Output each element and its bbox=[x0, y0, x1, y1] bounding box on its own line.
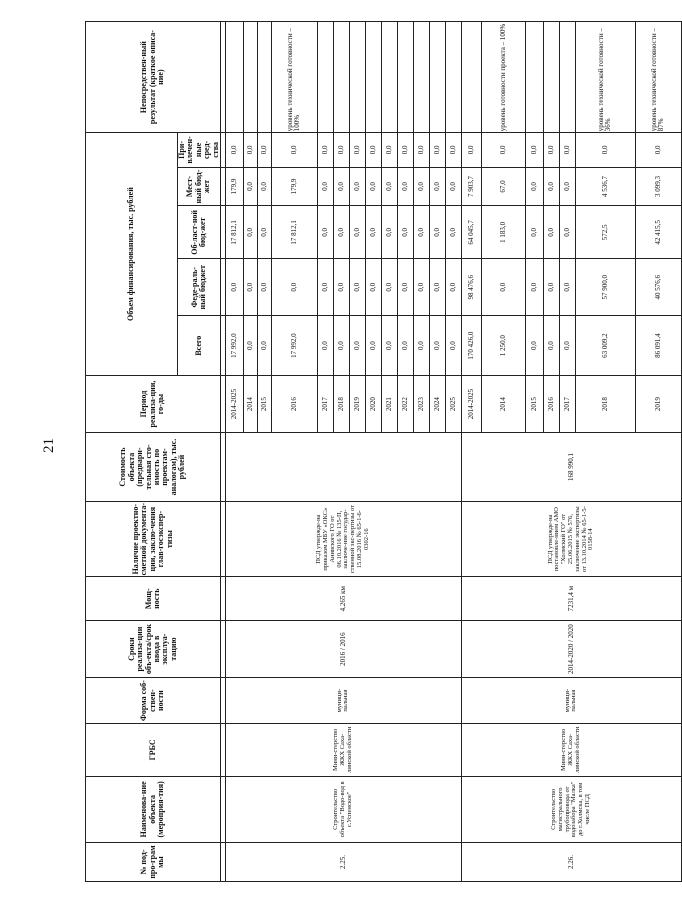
page-number: 21 bbox=[41, 438, 57, 453]
row-regional: 0,0 bbox=[333, 206, 349, 259]
row-local: 7 903,7 bbox=[461, 167, 481, 206]
row-period: 2018 bbox=[333, 375, 349, 432]
row-total: 0,0 bbox=[333, 316, 349, 376]
row-federal: 0,0 bbox=[413, 259, 429, 316]
row-result bbox=[365, 22, 381, 133]
header-form: Форма соб-ствен-ности bbox=[86, 678, 221, 724]
row-local: 179,9 bbox=[225, 167, 243, 206]
row-result bbox=[333, 22, 349, 133]
row-period: 2015 bbox=[257, 375, 271, 432]
row-attracted: 0,0 bbox=[349, 133, 365, 167]
header-volume: Объем финансирования, тыс. рублей bbox=[86, 133, 178, 376]
row-period: 2016 bbox=[543, 375, 559, 432]
row-total: 0,0 bbox=[559, 316, 575, 376]
table-row bbox=[461, 22, 481, 882]
header-row-1 bbox=[86, 22, 178, 882]
row-result bbox=[413, 22, 429, 133]
row-total: 0,0 bbox=[397, 316, 413, 376]
row-attracted: 0,0 bbox=[635, 133, 681, 167]
row-attracted: 0,0 bbox=[413, 133, 429, 167]
row-total: 0,0 bbox=[543, 316, 559, 376]
row-regional: 0,0 bbox=[397, 206, 413, 259]
row-attracted: 0,0 bbox=[243, 133, 257, 167]
row-federal: 0,0 bbox=[349, 259, 365, 316]
row-local: 0,0 bbox=[349, 167, 365, 206]
row-federal: 0,0 bbox=[481, 259, 525, 316]
row-federal: 0,0 bbox=[397, 259, 413, 316]
row-result bbox=[243, 22, 257, 133]
row-attracted: 0,0 bbox=[257, 133, 271, 167]
financing-table bbox=[85, 21, 682, 882]
row-result: уровень технической готовности – 36% bbox=[575, 22, 635, 133]
row-local: 0,0 bbox=[243, 167, 257, 206]
row-result bbox=[257, 22, 271, 133]
header-total: Всего bbox=[178, 316, 221, 376]
row-total: 0,0 bbox=[381, 316, 397, 376]
row-total: 0,0 bbox=[525, 316, 543, 376]
row-attracted: 0,0 bbox=[481, 133, 525, 167]
object-form: муници-пальная bbox=[225, 678, 461, 724]
row-local: 0,0 bbox=[543, 167, 559, 206]
row-federal: 0,0 bbox=[365, 259, 381, 316]
row-period: 2017 bbox=[317, 375, 333, 432]
table-row bbox=[225, 22, 243, 882]
row-period: 2020 bbox=[365, 375, 381, 432]
row-local: 0,0 bbox=[365, 167, 381, 206]
row-regional: 0,0 bbox=[445, 206, 461, 259]
row-period: 2014 bbox=[243, 375, 257, 432]
row-attracted: 0,0 bbox=[225, 133, 243, 167]
row-result bbox=[559, 22, 575, 133]
row-period: 2014 bbox=[481, 375, 525, 432]
row-attracted: 0,0 bbox=[445, 133, 461, 167]
row-total: 0,0 bbox=[429, 316, 445, 376]
row-federal: 0,0 bbox=[559, 259, 575, 316]
row-period: 2014-2025 bbox=[225, 375, 243, 432]
object-power: 4,265 км bbox=[225, 577, 461, 621]
row-regional: 0,0 bbox=[543, 206, 559, 259]
row-local: 0,0 bbox=[445, 167, 461, 206]
row-total: 86 091,4 bbox=[635, 316, 681, 376]
row-total: 63 009,2 bbox=[575, 316, 635, 376]
row-regional: 572,5 bbox=[575, 206, 635, 259]
row-total: 17 992,0 bbox=[225, 316, 243, 376]
row-attracted: 0,0 bbox=[559, 133, 575, 167]
row-period: 2017 bbox=[559, 375, 575, 432]
row-total: 0,0 bbox=[317, 316, 333, 376]
row-attracted: 0,0 bbox=[333, 133, 349, 167]
header-result: Непосредствен-ный результат (краткое описа-ние) bbox=[86, 22, 221, 133]
row-federal: 0,0 bbox=[225, 259, 243, 316]
row-regional: 17 812,1 bbox=[271, 206, 317, 259]
row-local: 0,0 bbox=[257, 167, 271, 206]
object-cost: 168 990,1 bbox=[461, 433, 681, 502]
row-period: 2025 bbox=[445, 375, 461, 432]
header-name: Наименова-ние объекта (мероприя-тия) bbox=[86, 776, 221, 842]
header-cost: Стоимость объекта (предвари-тельная сто-имость по проектам-аналогам), тыс. рублей bbox=[86, 433, 221, 502]
row-attracted: 0,0 bbox=[397, 133, 413, 167]
row-total: 0,0 bbox=[445, 316, 461, 376]
object-grbs: Мини-стерство ЖКХ Саха-линской области bbox=[461, 724, 681, 777]
row-attracted: 0,0 bbox=[525, 133, 543, 167]
row-total: 0,0 bbox=[365, 316, 381, 376]
row-total: 1 250,0 bbox=[481, 316, 525, 376]
row-attracted: 0,0 bbox=[429, 133, 445, 167]
row-total: 0,0 bbox=[413, 316, 429, 376]
row-federal: 0,0 bbox=[543, 259, 559, 316]
row-result bbox=[349, 22, 365, 133]
row-result: уровень технической готовности – 100% bbox=[271, 22, 317, 133]
object-form: муници-пальная bbox=[461, 678, 681, 724]
row-local: 0,0 bbox=[317, 167, 333, 206]
row-period: 2022 bbox=[397, 375, 413, 432]
row-attracted: 0,0 bbox=[381, 133, 397, 167]
row-local: 179,9 bbox=[271, 167, 317, 206]
row-result bbox=[381, 22, 397, 133]
row-result bbox=[445, 22, 461, 133]
object-terms: 2016 / 2016 bbox=[225, 620, 461, 677]
row-total: 17 992,0 bbox=[271, 316, 317, 376]
object-psd: ПСД утвержде-на приказом МБУ «ОКС» Анивского ГО от 06.10.2016 № 135-П, заключе-ние государ-ственной экс-пертизы от 15.08.2016 № 65-1-6-0302-16 bbox=[225, 501, 461, 577]
row-period: 2018 bbox=[575, 375, 635, 432]
row-attracted: 0,0 bbox=[575, 133, 635, 167]
header-terms: Сроки реализа-ции объ-екта/срок ввода в эксплуа-тацию bbox=[86, 620, 221, 677]
row-attracted: 0,0 bbox=[317, 133, 333, 167]
row-federal: 0,0 bbox=[271, 259, 317, 316]
header-attracted: При-влечен-ные сред-ства bbox=[178, 133, 221, 167]
row-regional: 0,0 bbox=[559, 206, 575, 259]
row-period: 2023 bbox=[413, 375, 429, 432]
row-local: 0,0 bbox=[413, 167, 429, 206]
row-result bbox=[397, 22, 413, 133]
row-attracted: 0,0 bbox=[271, 133, 317, 167]
row-total: 0,0 bbox=[349, 316, 365, 376]
row-federal: 0,0 bbox=[317, 259, 333, 316]
row-regional: 1 183,0 bbox=[481, 206, 525, 259]
row-regional: 42 415,5 bbox=[635, 206, 681, 259]
row-total: 0,0 bbox=[257, 316, 271, 376]
object-power: 7231,4 м bbox=[461, 577, 681, 621]
row-federal: 0,0 bbox=[257, 259, 271, 316]
row-local: 0,0 bbox=[559, 167, 575, 206]
row-period: 2019 bbox=[349, 375, 365, 432]
row-federal: 0,0 bbox=[333, 259, 349, 316]
row-period: 2014-2025 bbox=[461, 375, 481, 432]
object-psd: ПСД утвержде-на постановле-нием АМО "Холмский ГО" от 25.06.2015 № 576, заключение экспертизы от 13.10.2014 № 65-1-5-0158-14 bbox=[461, 501, 681, 577]
row-federal: 57 900,0 bbox=[575, 259, 635, 316]
row-result bbox=[525, 22, 543, 133]
row-local: 0,0 bbox=[333, 167, 349, 206]
row-regional: 0,0 bbox=[349, 206, 365, 259]
object-number: 2.26. bbox=[461, 843, 681, 882]
row-federal: 0,0 bbox=[445, 259, 461, 316]
header-num: № под-про-грам мы bbox=[86, 843, 221, 882]
row-federal: 98 476,6 bbox=[461, 259, 481, 316]
row-local: 0,0 bbox=[525, 167, 543, 206]
row-attracted: 0,0 bbox=[543, 133, 559, 167]
row-attracted: 0,0 bbox=[365, 133, 381, 167]
row-result: уровень технической готовности – 87% bbox=[635, 22, 681, 133]
header-federal: Феде-раль-ный бюджет bbox=[178, 259, 221, 316]
header-local: Мест-ный бюд-жет bbox=[178, 167, 221, 206]
object-number: 2.25. bbox=[225, 843, 461, 882]
row-local: 0,0 bbox=[429, 167, 445, 206]
row-total: 170 426,0 bbox=[461, 316, 481, 376]
row-regional: 0,0 bbox=[257, 206, 271, 259]
object-name: Строительство объекта "Водо-вод в с.Успенское" bbox=[225, 776, 461, 842]
row-regional: 0,0 bbox=[429, 206, 445, 259]
header-power: Мощ-ность bbox=[86, 577, 221, 621]
row-federal: 0,0 bbox=[525, 259, 543, 316]
row-regional: 0,0 bbox=[413, 206, 429, 259]
object-terms: 2014-2020 / 2020 bbox=[461, 620, 681, 677]
row-total: 0,0 bbox=[243, 316, 257, 376]
row-result bbox=[461, 22, 481, 133]
row-local: 4 536,7 bbox=[575, 167, 635, 206]
row-local: 3 099,3 bbox=[635, 167, 681, 206]
row-period: 2024 bbox=[429, 375, 445, 432]
row-result bbox=[225, 22, 243, 133]
object-name: Строительство магистрального трубопровода от водозабора "Малка" до г.Холмска, в том числе ПСД bbox=[461, 776, 681, 842]
object-grbs: Мини-стерство ЖКХ Саха-линской области bbox=[225, 724, 461, 777]
row-regional: 0,0 bbox=[317, 206, 333, 259]
header-regional: Об-ласт-ной бюд-жет bbox=[178, 206, 221, 259]
row-federal: 0,0 bbox=[243, 259, 257, 316]
row-period: 2015 bbox=[525, 375, 543, 432]
header-period: Период реализа-ции, го-ды bbox=[86, 375, 221, 432]
header-grbs: ГРБС bbox=[86, 724, 221, 777]
row-result bbox=[543, 22, 559, 133]
row-federal: 40 576,6 bbox=[635, 259, 681, 316]
row-period: 2021 bbox=[381, 375, 397, 432]
row-result bbox=[429, 22, 445, 133]
row-attracted: 0,0 bbox=[461, 133, 481, 167]
row-result: уровень готовности проекта – 100% bbox=[481, 22, 525, 133]
row-regional: 0,0 bbox=[381, 206, 397, 259]
rotated-table-container bbox=[85, 21, 666, 882]
row-regional: 0,0 bbox=[525, 206, 543, 259]
row-local: 0,0 bbox=[381, 167, 397, 206]
row-local: 67,0 bbox=[481, 167, 525, 206]
object-cost bbox=[225, 433, 461, 502]
row-federal: 0,0 bbox=[429, 259, 445, 316]
row-regional: 0,0 bbox=[365, 206, 381, 259]
row-period: 2019 bbox=[635, 375, 681, 432]
row-local: 0,0 bbox=[397, 167, 413, 206]
row-federal: 0,0 bbox=[381, 259, 397, 316]
row-regional: 0,0 bbox=[243, 206, 257, 259]
row-regional: 64 045,7 bbox=[461, 206, 481, 259]
row-period: 2016 bbox=[271, 375, 317, 432]
row-result bbox=[317, 22, 333, 133]
row-regional: 17 812,1 bbox=[225, 206, 243, 259]
header-psd: Наличие проектно-сметной документа-ции, заклю-чения глав-госэкспер-тизы bbox=[86, 501, 221, 577]
